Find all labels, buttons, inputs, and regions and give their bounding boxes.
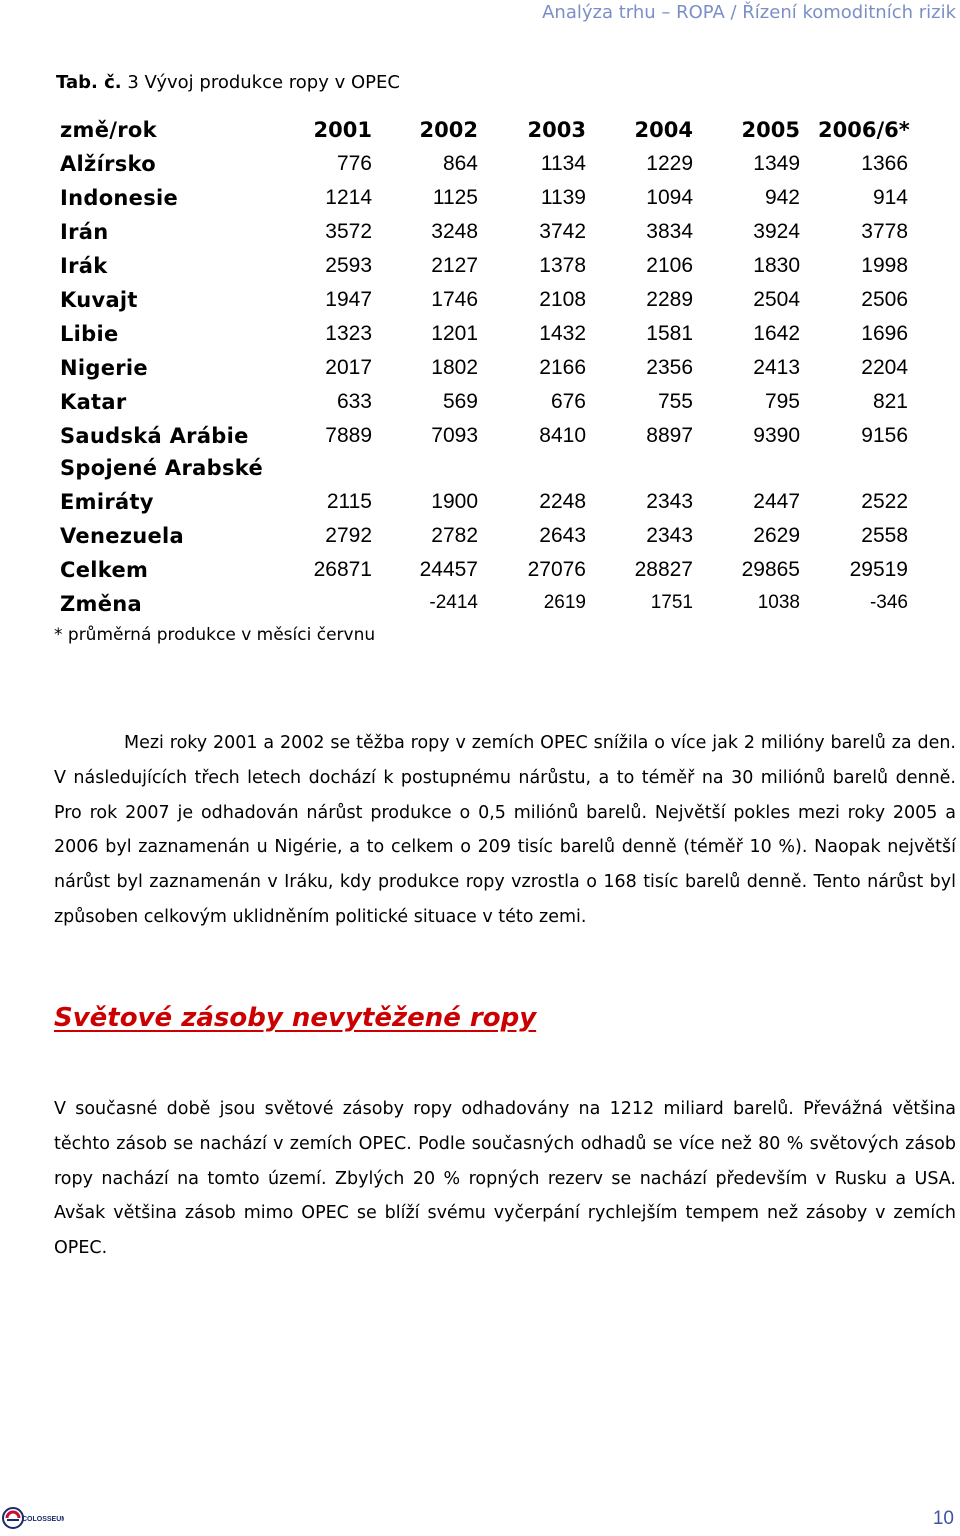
table-row — [60, 322, 910, 356]
table-cell: 2343 — [646, 524, 693, 547]
country-label: Indonesie — [60, 186, 179, 210]
table-cell: 29519 — [849, 558, 908, 581]
table-cell: 2343 — [646, 490, 693, 513]
table-cell: 2792 — [325, 524, 372, 547]
table-cell: 2106 — [646, 254, 693, 277]
section-title: Světové zásoby nevytěžené ropy — [54, 1003, 537, 1033]
table-cell: 3742 — [539, 220, 586, 243]
table-cell: 2166 — [539, 356, 586, 379]
table-cell: 2115 — [326, 490, 372, 513]
table-cell: 2504 — [753, 288, 800, 311]
table-caption-prefix: Tab. č. — [56, 72, 122, 93]
table-caption — [56, 72, 400, 93]
table-row — [60, 424, 910, 458]
table-header-row — [60, 118, 910, 152]
table-cell: 3834 — [646, 220, 693, 243]
table-cell: 24457 — [419, 558, 478, 581]
table-row — [60, 456, 910, 524]
table-cell: 1830 — [753, 254, 800, 277]
table-cell: 3924 — [753, 220, 800, 243]
table-row — [60, 220, 910, 254]
table-cell: 1214 — [325, 186, 372, 209]
table-cell: 7093 — [431, 424, 478, 447]
table-cell: 1094 — [646, 186, 693, 209]
page-header-title: Analýza trhu – ROPA / Řízení komoditních rizik — [542, 2, 956, 23]
table-cell: 2593 — [325, 254, 372, 277]
table-cell: 676 — [550, 390, 586, 413]
table-cell: 2619 — [543, 592, 586, 613]
table-cell: 1323 — [325, 322, 372, 345]
table-cell: 2558 — [861, 524, 908, 547]
table-cell: 2127 — [431, 254, 478, 277]
paragraph-world-reserves — [54, 1092, 956, 1266]
table-cell: 1366 — [861, 152, 908, 175]
page-number: 10 — [932, 1508, 954, 1529]
table-cell: 28827 — [634, 558, 693, 581]
corner-label: změ/rok — [60, 118, 157, 142]
colosseum-logo — [2, 1504, 64, 1532]
table-cell: 2248 — [539, 490, 586, 513]
total-row — [60, 558, 910, 592]
country-label: Irán — [60, 220, 109, 244]
table-footnote: * průměrná produkce v měsíci červnu — [54, 625, 376, 645]
table-cell: 2204 — [861, 356, 908, 379]
table-cell: 8897 — [646, 424, 693, 447]
country-label: Alžírsko — [60, 152, 156, 176]
country-label: Venezuela — [60, 524, 185, 548]
table-cell: 755 — [657, 390, 693, 413]
table-cell: 2413 — [753, 356, 800, 379]
table-cell: 795 — [764, 390, 800, 413]
table-cell: 1802 — [431, 356, 478, 379]
table-cell: -346 — [869, 592, 908, 613]
year-header: 2001 — [313, 118, 372, 142]
table-cell: 1378 — [539, 254, 586, 277]
paragraph-opec-production — [54, 726, 956, 935]
paragraph-text: V současné době jsou světové zásoby ropy odhadovány na 1212 miliard barelů. Převážná většina těchto zásob se nachází v zemích OPEC. Podle současných odhadů se více než 80 % světových zásob ropy nachází na tomto území. Zbylých 20 % ropných rezerv se nachází především v Rusku a USA. Avšak většina zásob mimo OPEC se blíží svému vyčerpání rychlejším tempem než zásoby v zemích OPEC. — [54, 1099, 956, 1259]
table-row — [60, 288, 910, 322]
table-row — [60, 186, 910, 220]
table-cell: 864 — [442, 152, 478, 175]
table-cell: 1642 — [753, 322, 800, 345]
table-cell: 1038 — [757, 592, 800, 613]
table-caption-text: 3 Vývoj produkce ropy v OPEC — [127, 72, 400, 93]
table-cell: 9156 — [861, 424, 908, 447]
change-label: Změna — [60, 592, 142, 616]
table-cell: 8410 — [539, 424, 586, 447]
country-label: Katar — [60, 390, 127, 414]
table-cell: 569 — [442, 390, 478, 413]
table-cell: 2506 — [861, 288, 908, 311]
table-row — [60, 356, 910, 390]
table-cell: 1947 — [325, 288, 372, 311]
table-cell: 633 — [336, 390, 372, 413]
country-label: Kuvajt — [60, 288, 138, 312]
year-header: 2003 — [527, 118, 586, 142]
table-cell: 1751 — [650, 592, 693, 613]
table-cell: 1201 — [431, 322, 478, 345]
country-label: Nigerie — [60, 356, 148, 380]
country-label-line1: Spojené Arabské — [60, 456, 263, 480]
table-cell: 1696 — [861, 322, 908, 345]
table-cell: 27076 — [527, 558, 586, 581]
table-cell: 1139 — [540, 186, 586, 209]
table-cell: 2289 — [646, 288, 693, 311]
table-cell: 914 — [872, 186, 908, 209]
table-cell: 2356 — [646, 356, 693, 379]
country-label-line2: Emiráty — [60, 490, 154, 514]
table-cell: 942 — [764, 186, 800, 209]
table-cell: 2108 — [539, 288, 586, 311]
table-cell: 2643 — [539, 524, 586, 547]
table-row — [60, 524, 910, 558]
svg-text:COLOSSEUM: COLOSSEUM — [22, 1516, 64, 1523]
table-row — [60, 152, 910, 186]
table-cell: 29865 — [741, 558, 800, 581]
table-cell: 26871 — [313, 558, 372, 581]
table-cell: 776 — [336, 152, 372, 175]
table-cell: 1746 — [431, 288, 478, 311]
table-cell: 1900 — [431, 490, 478, 513]
year-header: 2006/6* — [818, 118, 910, 142]
table-cell: 2447 — [753, 490, 800, 513]
table-cell: 2629 — [753, 524, 800, 547]
year-header: 2004 — [634, 118, 693, 142]
paragraph-text: Mezi roky 2001 a 2002 se těžba ropy v zemích OPEC snížila o více jak 2 milióny barelů za den. V následujících třech letech dochází k postupnému nárůstu, a to téměř na 30 miliónů barelů denně. Pro rok 2007 je odhadován nárůst produkce o 0,5 miliónů barelů. Největší pokles mezi roky 2005 a 2006 byl zaznamenán u Nigérie, a to celkem o 209 tisíc barelů denně (téměř 10 %). Naopak největší nárůst byl zaznamenán v Iráku, kdy produkce ropy vzrostla o 168 tisíc barelů denně. Tento nárůst byl způsoben celkovým uklidněním politické situace v této zemi. — [54, 733, 956, 927]
table-cell: 1229 — [646, 152, 693, 175]
country-label: Irák — [60, 254, 108, 278]
table-cell: 1432 — [539, 322, 586, 345]
table-cell: 821 — [872, 390, 908, 413]
change-row — [60, 592, 910, 626]
table-cell: -2414 — [429, 592, 478, 613]
table-cell: 1349 — [753, 152, 800, 175]
table-cell: 2782 — [431, 524, 478, 547]
table-row — [60, 390, 910, 424]
table-cell: 1134 — [540, 152, 586, 175]
table-cell: 2017 — [325, 356, 372, 379]
table-cell: 1998 — [861, 254, 908, 277]
table-cell: 7889 — [325, 424, 372, 447]
country-label: Saudská Arábie — [60, 424, 249, 448]
table-cell: 1581 — [646, 322, 693, 345]
year-header: 2002 — [419, 118, 478, 142]
table-cell: 2522 — [861, 490, 908, 513]
total-label: Celkem — [60, 558, 149, 582]
table-cell: 3778 — [861, 220, 908, 243]
country-label: Libie — [60, 322, 119, 346]
table-row — [60, 254, 910, 288]
table-cell: 3248 — [431, 220, 478, 243]
year-header: 2005 — [741, 118, 800, 142]
table-cell: 9390 — [753, 424, 800, 447]
table-cell: 3572 — [325, 220, 372, 243]
table-cell: 1125 — [432, 186, 478, 209]
